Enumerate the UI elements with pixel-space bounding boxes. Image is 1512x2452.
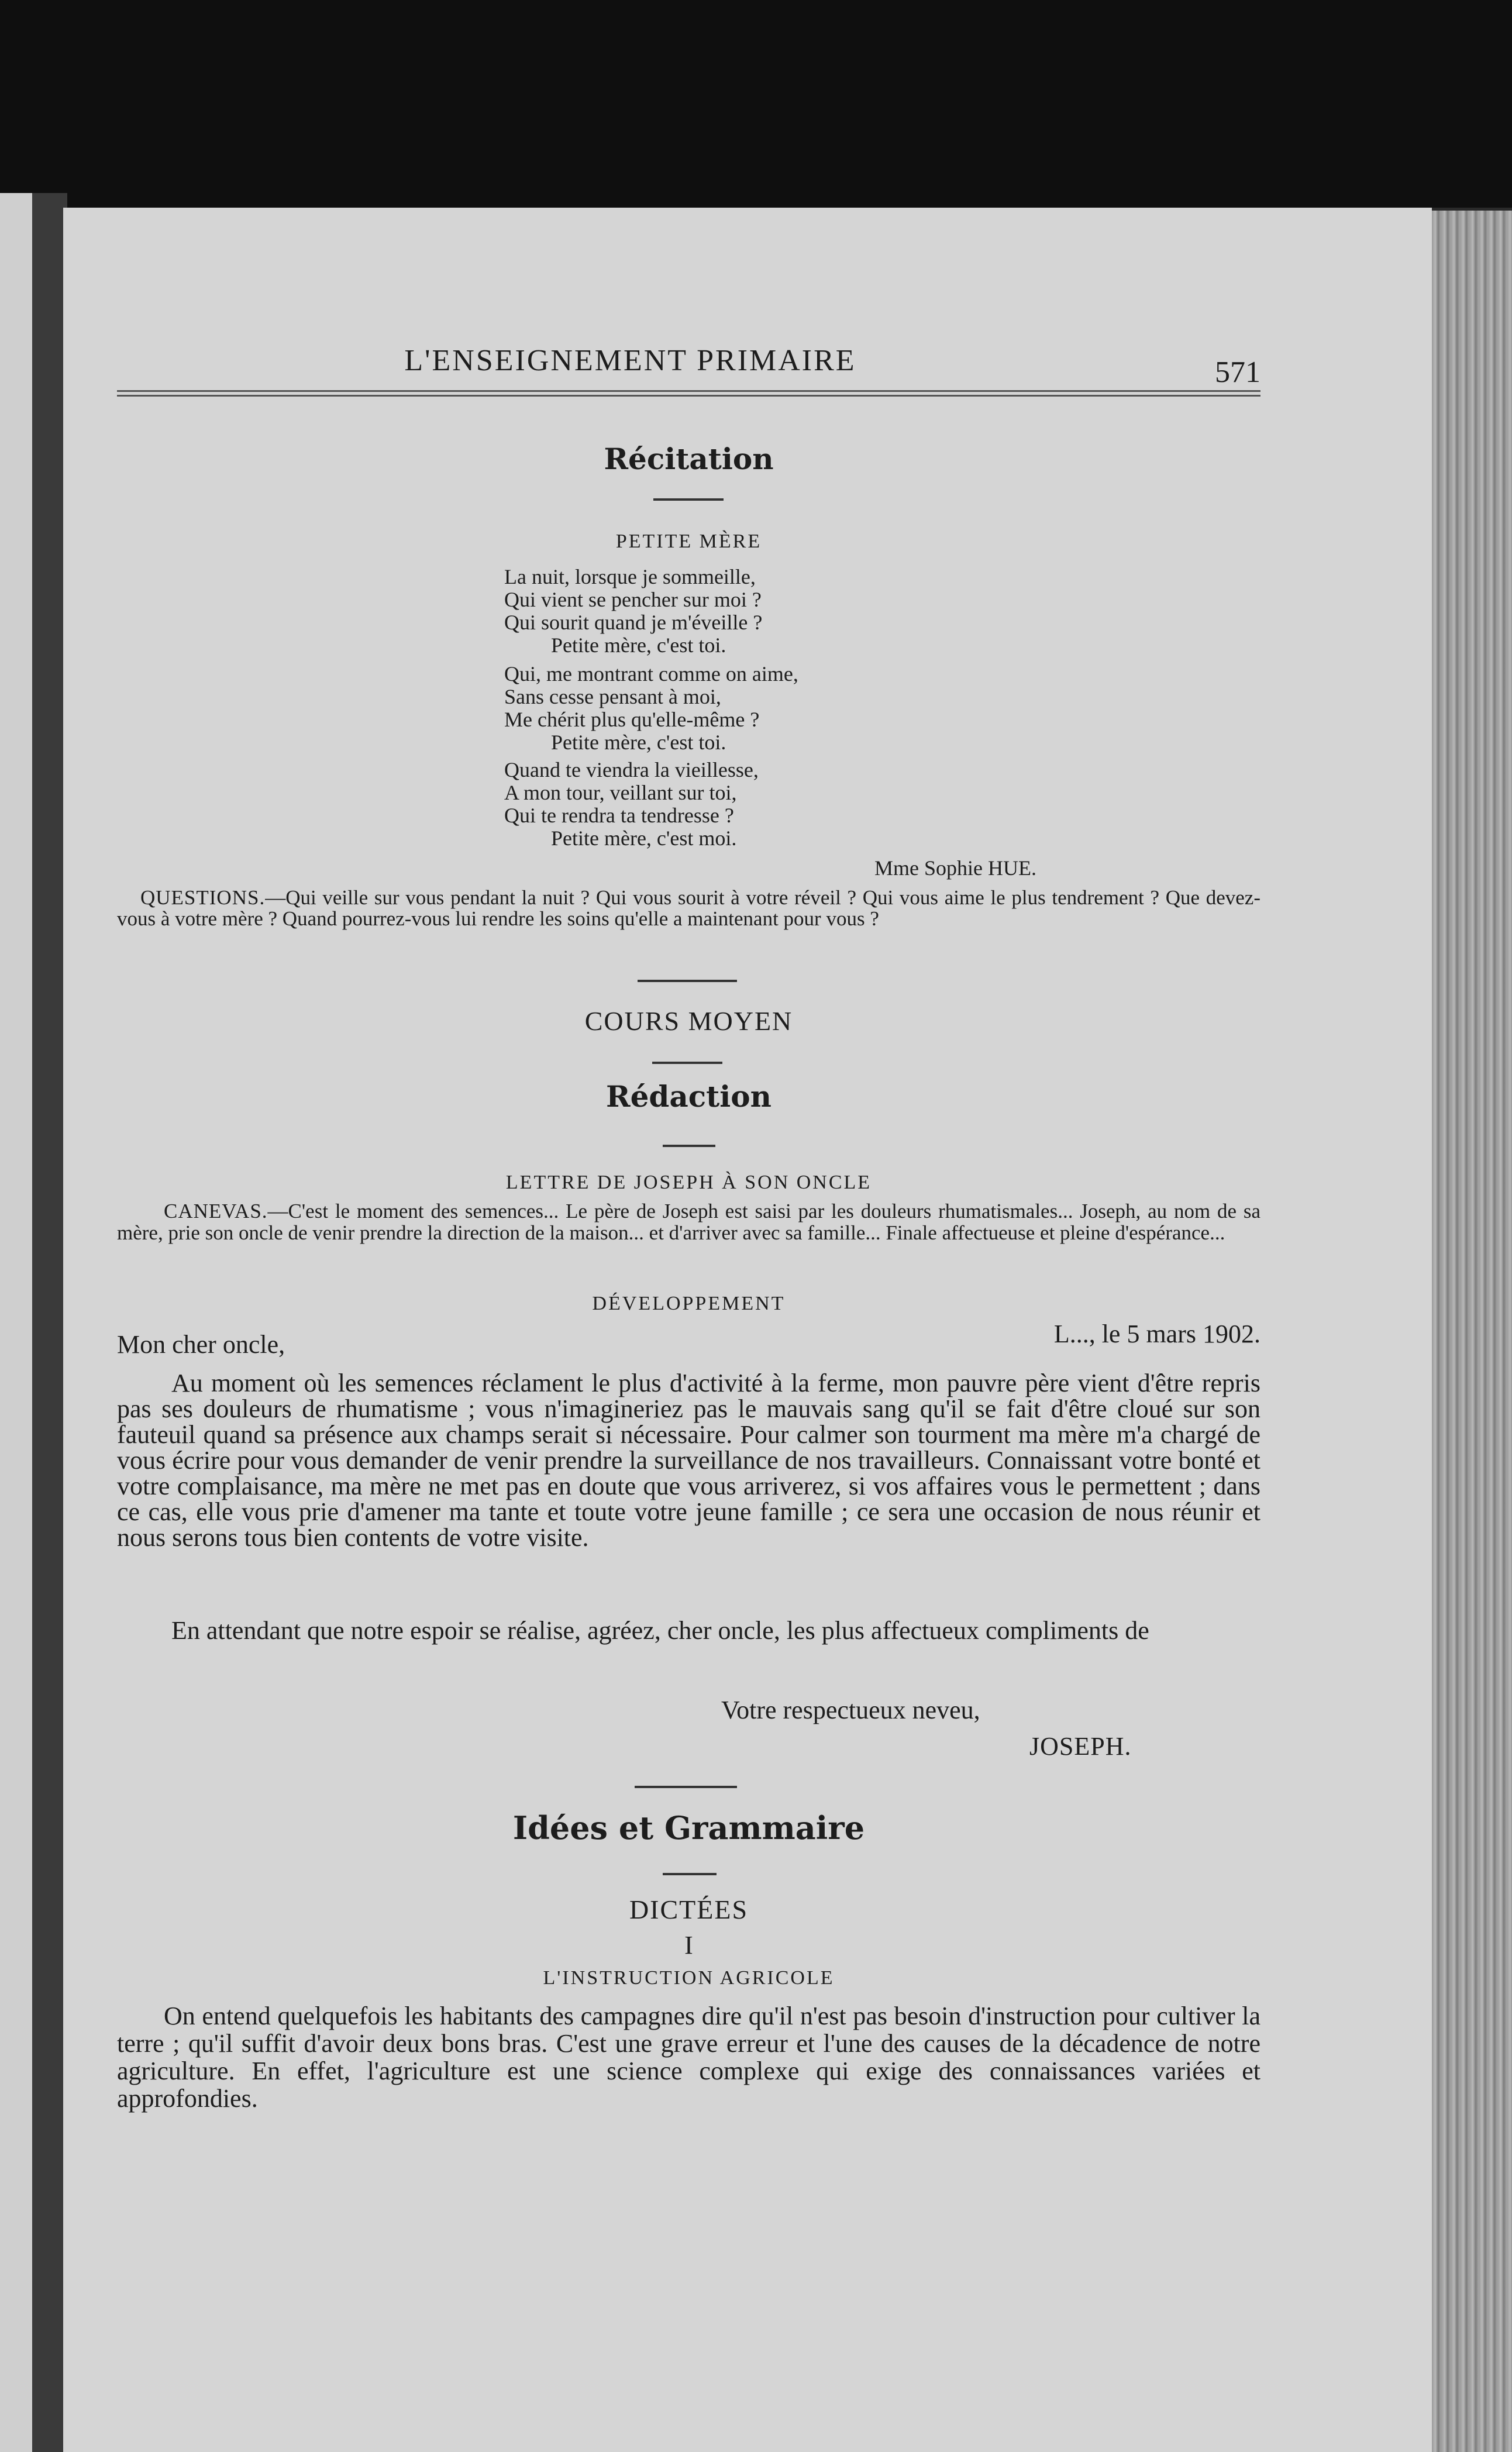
dictee-subtitle: L'INSTRUCTION AGRICOLE xyxy=(543,1967,835,1989)
divider xyxy=(638,980,737,982)
page-stack-edge xyxy=(1432,211,1512,2452)
divider xyxy=(653,498,724,501)
letter-subtitle: LETTRE DE JOSEPH À SON ONCLE xyxy=(505,1172,872,1193)
header-double-rule xyxy=(117,390,1260,397)
letter-body: Au moment où les semences réclament le plus d'activité à la ferme, mon pauvre père vient d'être repris pas ses douleurs de rhumatisme ; vous n'imagineriez pas le mauvais sang qu'il se fait d'être cloué sur son fauteuil quand sa présence aux champs serait si nécessaire. Pour calmer son tourment ma mère m'a chargé de vous écrire pour vous demander de venir prendre la surveillance de nos travailleurs. Connaissant votre bonté et votre complaisance, ma mère ne met pas en doute que vous arriverez, si vos affaires vous le permettent ; dans ce cas, elle vous prie d'amener ma tante et toute votre jeune famille ; ce sera une occasion de nous réunir et nous serons tous bien contents de votre visite. xyxy=(117,1369,1260,1552)
course-level-heading: COURS MOYEN xyxy=(584,1006,793,1036)
letter-salutation: Mon cher oncle, xyxy=(117,1330,285,1359)
canevas-label: CANEVAS. xyxy=(164,1200,268,1222)
section-title-recitation: Récitation xyxy=(604,442,774,476)
poem-stanza-3 xyxy=(504,759,759,850)
questions-text: —Qui veille sur vous pendant la nuit ? Qui vous sourit à votre réveil ? Qui vous aime le plus tendrement ? Que devez-vous à votre mère ? Quand pourrez-vous lui rendre les soins qu'elle a maintenant pour vous ? xyxy=(117,886,1260,930)
poem-refrain: Petite mère, c'est toi. xyxy=(551,633,726,657)
page-number: 571 xyxy=(1215,356,1260,389)
letter-sign-off: Votre respectueux neveu, xyxy=(721,1696,980,1724)
running-header xyxy=(117,338,1260,390)
scan-background-top xyxy=(0,0,1512,208)
poem-line: Me chérit plus qu'elle-même ? xyxy=(504,708,760,731)
poem-line: A mon tour, veillant sur toi, xyxy=(504,781,737,804)
poem-line: Qui vient se pencher sur moi ? xyxy=(504,588,762,611)
poem-line: Qui sourit quand je m'éveille ? xyxy=(504,611,763,634)
canevas-text: —C'est le moment des semences... Le père de Joseph est saisi par les douleurs rhumatismales... Joseph, au nom de sa mère, prie son oncle de venir prendre la direction de la maison... et d'arriver avec sa famille... Finale affectueuse et pleine d'espérance... xyxy=(117,1200,1260,1244)
book-page xyxy=(63,208,1432,2452)
divider xyxy=(663,1873,717,1875)
header-title: L'ENSEIGNEMENT PRIMAIRE xyxy=(404,344,856,377)
poem-line: Quand te viendra la vieillesse, xyxy=(504,758,759,781)
divider xyxy=(652,1062,722,1064)
poem-line: La nuit, lorsque je sommeille, xyxy=(504,565,756,588)
questions-label: QUESTIONS. xyxy=(140,886,266,909)
letter-signature: JOSEPH. xyxy=(1029,1732,1132,1761)
poem-line: Sans cesse pensant à moi, xyxy=(504,685,721,708)
book-gutter xyxy=(32,193,67,2452)
letter-date: L..., le 5 mars 1902. xyxy=(1053,1320,1260,1348)
poem-stanza-2 xyxy=(504,663,798,754)
dictees-heading: DICTÉES xyxy=(629,1895,749,1924)
section-title-redaction: Rédaction xyxy=(606,1079,772,1114)
poem-line: Qui te rendra ta tendresse ? xyxy=(504,804,734,827)
section-title-idees: Idées et Grammaire xyxy=(512,1809,865,1847)
poem-line: Qui, me montrant comme on aime, xyxy=(504,662,798,686)
dictee-number: I xyxy=(684,1931,693,1959)
poem-title: PETITE MÈRE xyxy=(615,531,762,552)
poem-stanza-1 xyxy=(504,566,762,657)
divider xyxy=(635,1786,737,1788)
developpement-heading: DÉVELOPPEMENT xyxy=(592,1293,786,1314)
poem-refrain: Petite mère, c'est toi. xyxy=(551,731,726,754)
canevas-paragraph xyxy=(117,1200,1260,1244)
letter-closing: En attendant que notre espoir se réalise, agréez, cher oncle, les plus affectueux compliments de xyxy=(171,1616,1149,1645)
dictee-body: On entend quelquefois les habitants des campagnes dire qu'il n'est pas besoin d'instruction pour cultiver la terre ; qu'il suffit d'avoir deux bons bras. C'est une grave erreur et l'une des causes de la décadence de notre agriculture. En effet, l'agriculture est une science complexe qui exige des connaissances variées et approfondies. xyxy=(117,2002,1260,2113)
poem-refrain: Petite mère, c'est moi. xyxy=(551,826,737,850)
divider xyxy=(663,1145,715,1147)
questions-paragraph xyxy=(117,887,1260,929)
poem-author: Mme Sophie HUE. xyxy=(874,856,1036,880)
